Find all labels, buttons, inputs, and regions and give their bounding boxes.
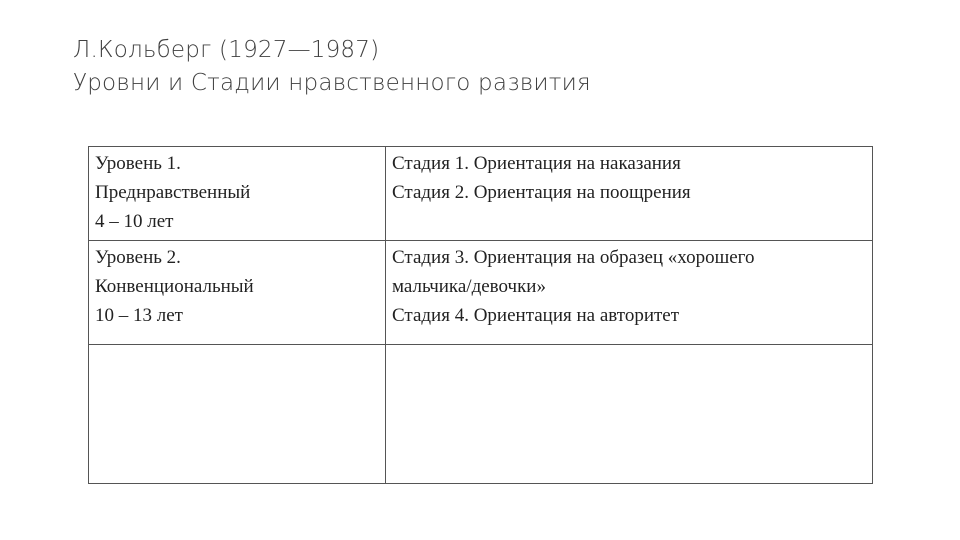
stage-line: Стадия 2. Ориентация на поощрения [392, 182, 691, 203]
table-row [89, 147, 873, 241]
title-line-2: Уровни и Стадии нравственного развития [73, 70, 591, 96]
stage-line: Стадия 4. Ориентация на авторитет [392, 305, 680, 326]
level-line: Уровень 2. [95, 247, 181, 268]
level-line: Преднравственный [95, 182, 251, 203]
level-line: Уровень 1. [95, 153, 181, 174]
slide-title [73, 34, 591, 100]
table-row [89, 345, 873, 484]
level-line: 4 – 10 лет [95, 211, 174, 232]
stages-table [88, 146, 873, 484]
stages-cell [386, 241, 873, 345]
stage-line: Стадия 1. Ориентация на наказания [392, 153, 681, 174]
stages-cell [386, 147, 873, 241]
level-line: 10 – 13 лет [95, 305, 183, 326]
empty-cell [89, 345, 386, 484]
level-cell [89, 241, 386, 345]
title-line-1: Л.Кольберг (1927—1987) [73, 37, 380, 63]
empty-cell [386, 345, 873, 484]
level-cell [89, 147, 386, 241]
level-line: Конвенциональный [95, 276, 254, 297]
stage-line: Стадия 3. Ориентация на образец «хорошего [392, 247, 755, 268]
table-row [89, 241, 873, 345]
stage-line: мальчика/девочки» [392, 276, 546, 297]
